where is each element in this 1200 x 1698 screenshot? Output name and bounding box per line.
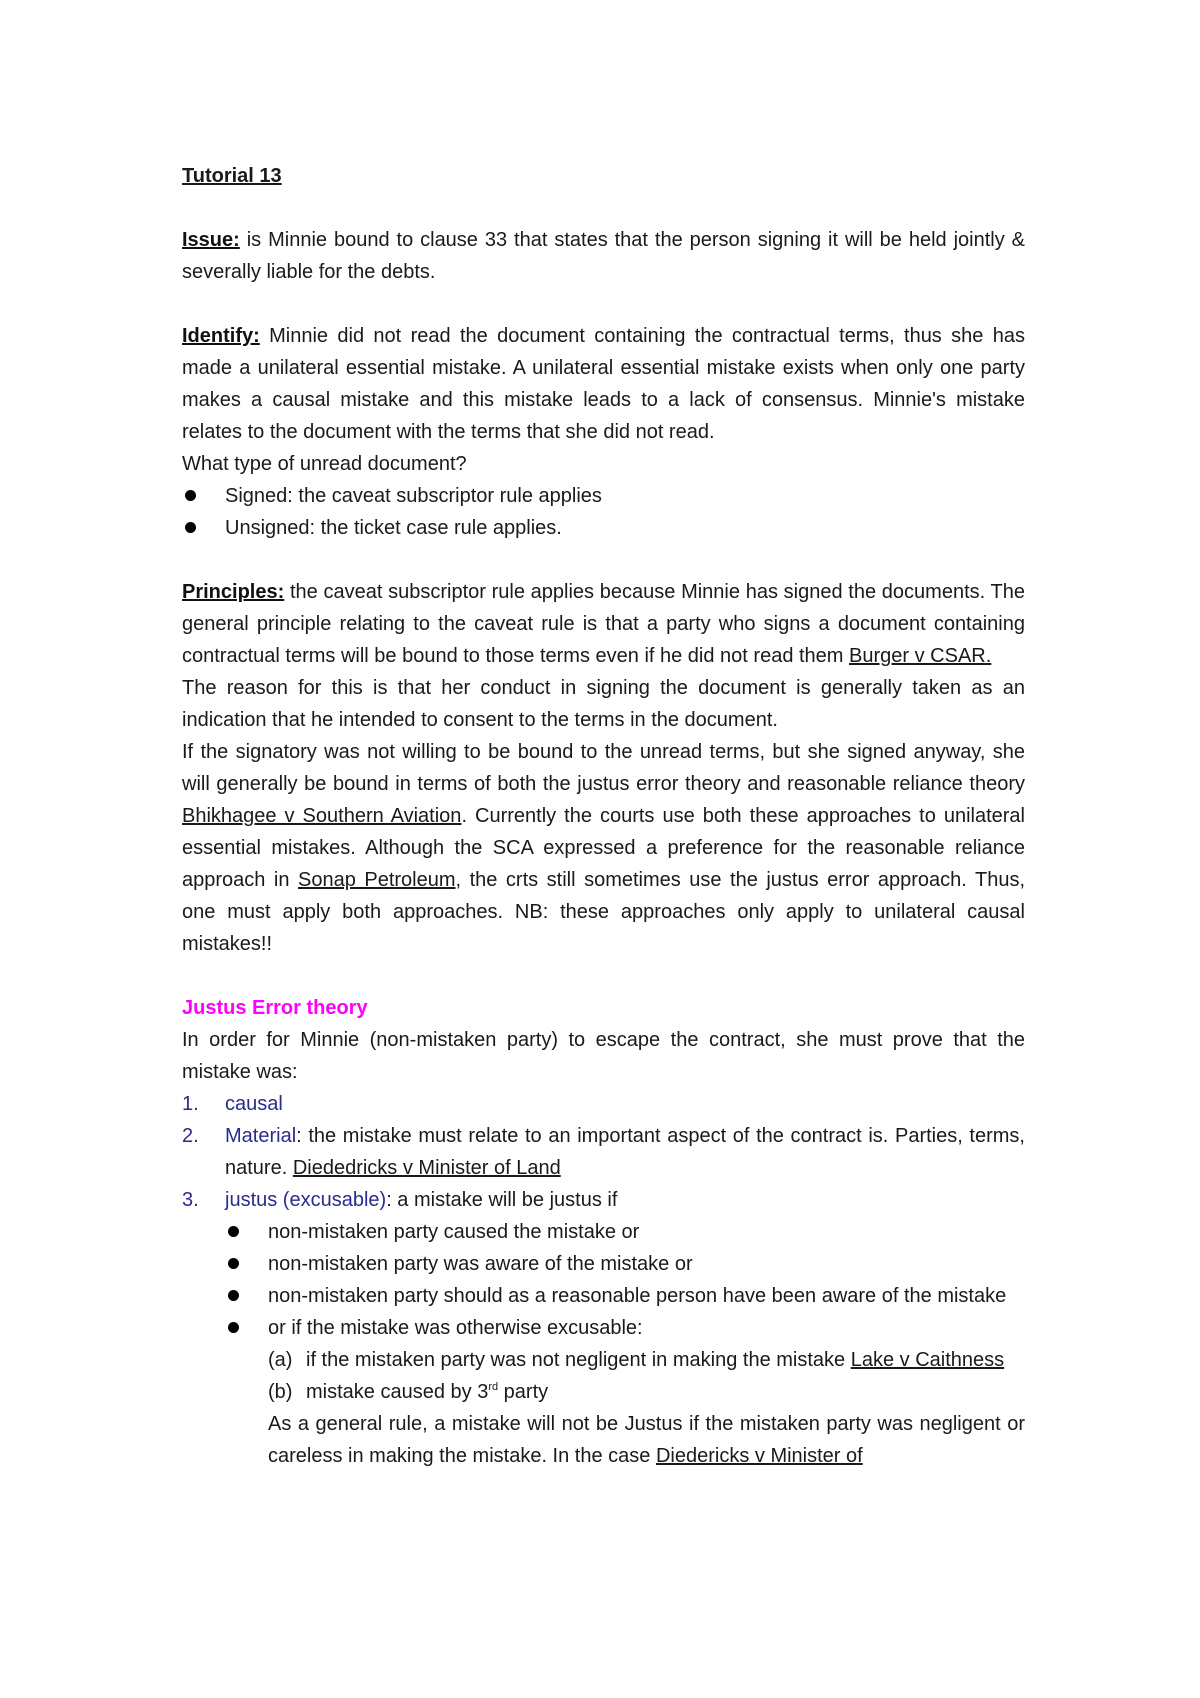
- tutorial-title: Tutorial 13: [182, 165, 282, 187]
- list-item: Signed: the caveat subscriptor rule applies: [182, 480, 1025, 512]
- case-citation: Sonap Petroleum: [298, 869, 456, 891]
- list-item: or if the mistake was otherwise excusable:: [225, 1312, 1025, 1344]
- issue-label: Issue:: [182, 229, 240, 251]
- list-item: Unsigned: the ticket case rule applies.: [182, 512, 1025, 544]
- list-item: non-mistaken party caused the mistake or: [225, 1216, 1025, 1248]
- case-citation: Bhikhagee v Southern Aviation: [182, 805, 462, 827]
- bullet-icon: [228, 1322, 239, 1333]
- list-item: non-mistaken party was aware of the mistake or: [225, 1248, 1025, 1280]
- justus-intro: In order for Minnie (non-mistaken party) to escape the contract, she must prove that the mistake was:: [182, 1029, 1025, 1083]
- issue-paragraph: [182, 224, 1025, 288]
- excusable-section: [225, 1344, 1025, 1472]
- bullet-icon: [228, 1226, 239, 1237]
- document-page: [182, 160, 1025, 1472]
- bullet-icon: [228, 1290, 239, 1301]
- identify-text: Minnie did not read the document containing the contractual terms, thus she has made a unilateral essential mistake. A unilateral essential mistake exists when only one party makes a causal mistake and this mistake leads to a lack of consensus. Minnie's mistake relates to the document with the terms that she did not read.: [182, 325, 1025, 443]
- principles-label: Principles:: [182, 581, 285, 603]
- case-citation: Burger v CSAR.: [849, 645, 992, 667]
- identify-question: What type of unread document?: [182, 453, 467, 475]
- case-citation: Diedericks v Minister of: [655, 1445, 863, 1467]
- justus-conditions-list: [225, 1216, 1025, 1344]
- list-item: 3. justus (excusable): a mistake will be justus if: [182, 1189, 618, 1211]
- bullet-icon: [185, 522, 196, 533]
- identify-label: Identify:: [182, 325, 260, 347]
- principles-paragraph: Principles: the caveat subscriptor rule applies because Minnie has signed the documents. The general principle relating to the caveat rule is that a party who signs a document containing contractual terms will be bound to those terms even if he did not read them Burger v CSAR.: [182, 581, 1025, 667]
- list-item: 2. Material: the mistake must relate to an important aspect of the contract is. Parties, terms, nature. Diededricks v Minister of Land: [182, 1125, 1025, 1179]
- justus-heading: Justus Error theory: [182, 997, 368, 1019]
- principles-reason: The reason for this is that her conduct in signing the document is generally taken as an indication that he intended to consent to the terms in the document.: [182, 677, 1025, 731]
- list-item: non-mistaken party should as a reasonable person have been aware of the mistake: [225, 1280, 1025, 1312]
- bullet-icon: [228, 1258, 239, 1269]
- case-citation: Diededricks v Minister of Land: [292, 1157, 561, 1179]
- bullet-icon: [185, 490, 196, 501]
- case-citation: Lake v Caithness: [850, 1349, 1005, 1371]
- document-title: [182, 160, 1025, 192]
- list-item: (b) mistake caused by 3rd party: [268, 1381, 549, 1403]
- list-item: (a) if the mistaken party was not negligent in making the mistake Lake v Caithness: [268, 1349, 1005, 1371]
- issue-text: is Minnie bound to clause 33 that states that the person signing it will be held jointly & severally liable for the debts.: [182, 229, 1025, 283]
- identify-paragraph: [182, 320, 1025, 448]
- justus-requirements-list: [182, 1088, 1025, 1216]
- document-type-list: [182, 480, 1025, 544]
- principles-signatory: If the signatory was not willing to be bound to the unread terms, but she signed anyway, she will generally be bound in terms of both the justus error theory and reasonable reliance theory Bhikhagee v Southern Aviation. Currently the courts use both these approaches to unilateral essential mistakes. Although the SCA expressed a preference for the reasonable reliance approach in Sonap Petroleum, the crts still sometimes use the justus error approach. Thus, one must apply both approaches. NB: these approaches only apply to unilateral causal mistakes!!: [182, 741, 1026, 955]
- list-item: 1. causal: [182, 1093, 283, 1115]
- justus-sub-section: [182, 1216, 1025, 1472]
- closing-paragraph: As a general rule, a mistake will not be Justus if the mistaken party was negligent or careless in making the mistake. In the case Diedericks v Minister of: [268, 1413, 1025, 1467]
